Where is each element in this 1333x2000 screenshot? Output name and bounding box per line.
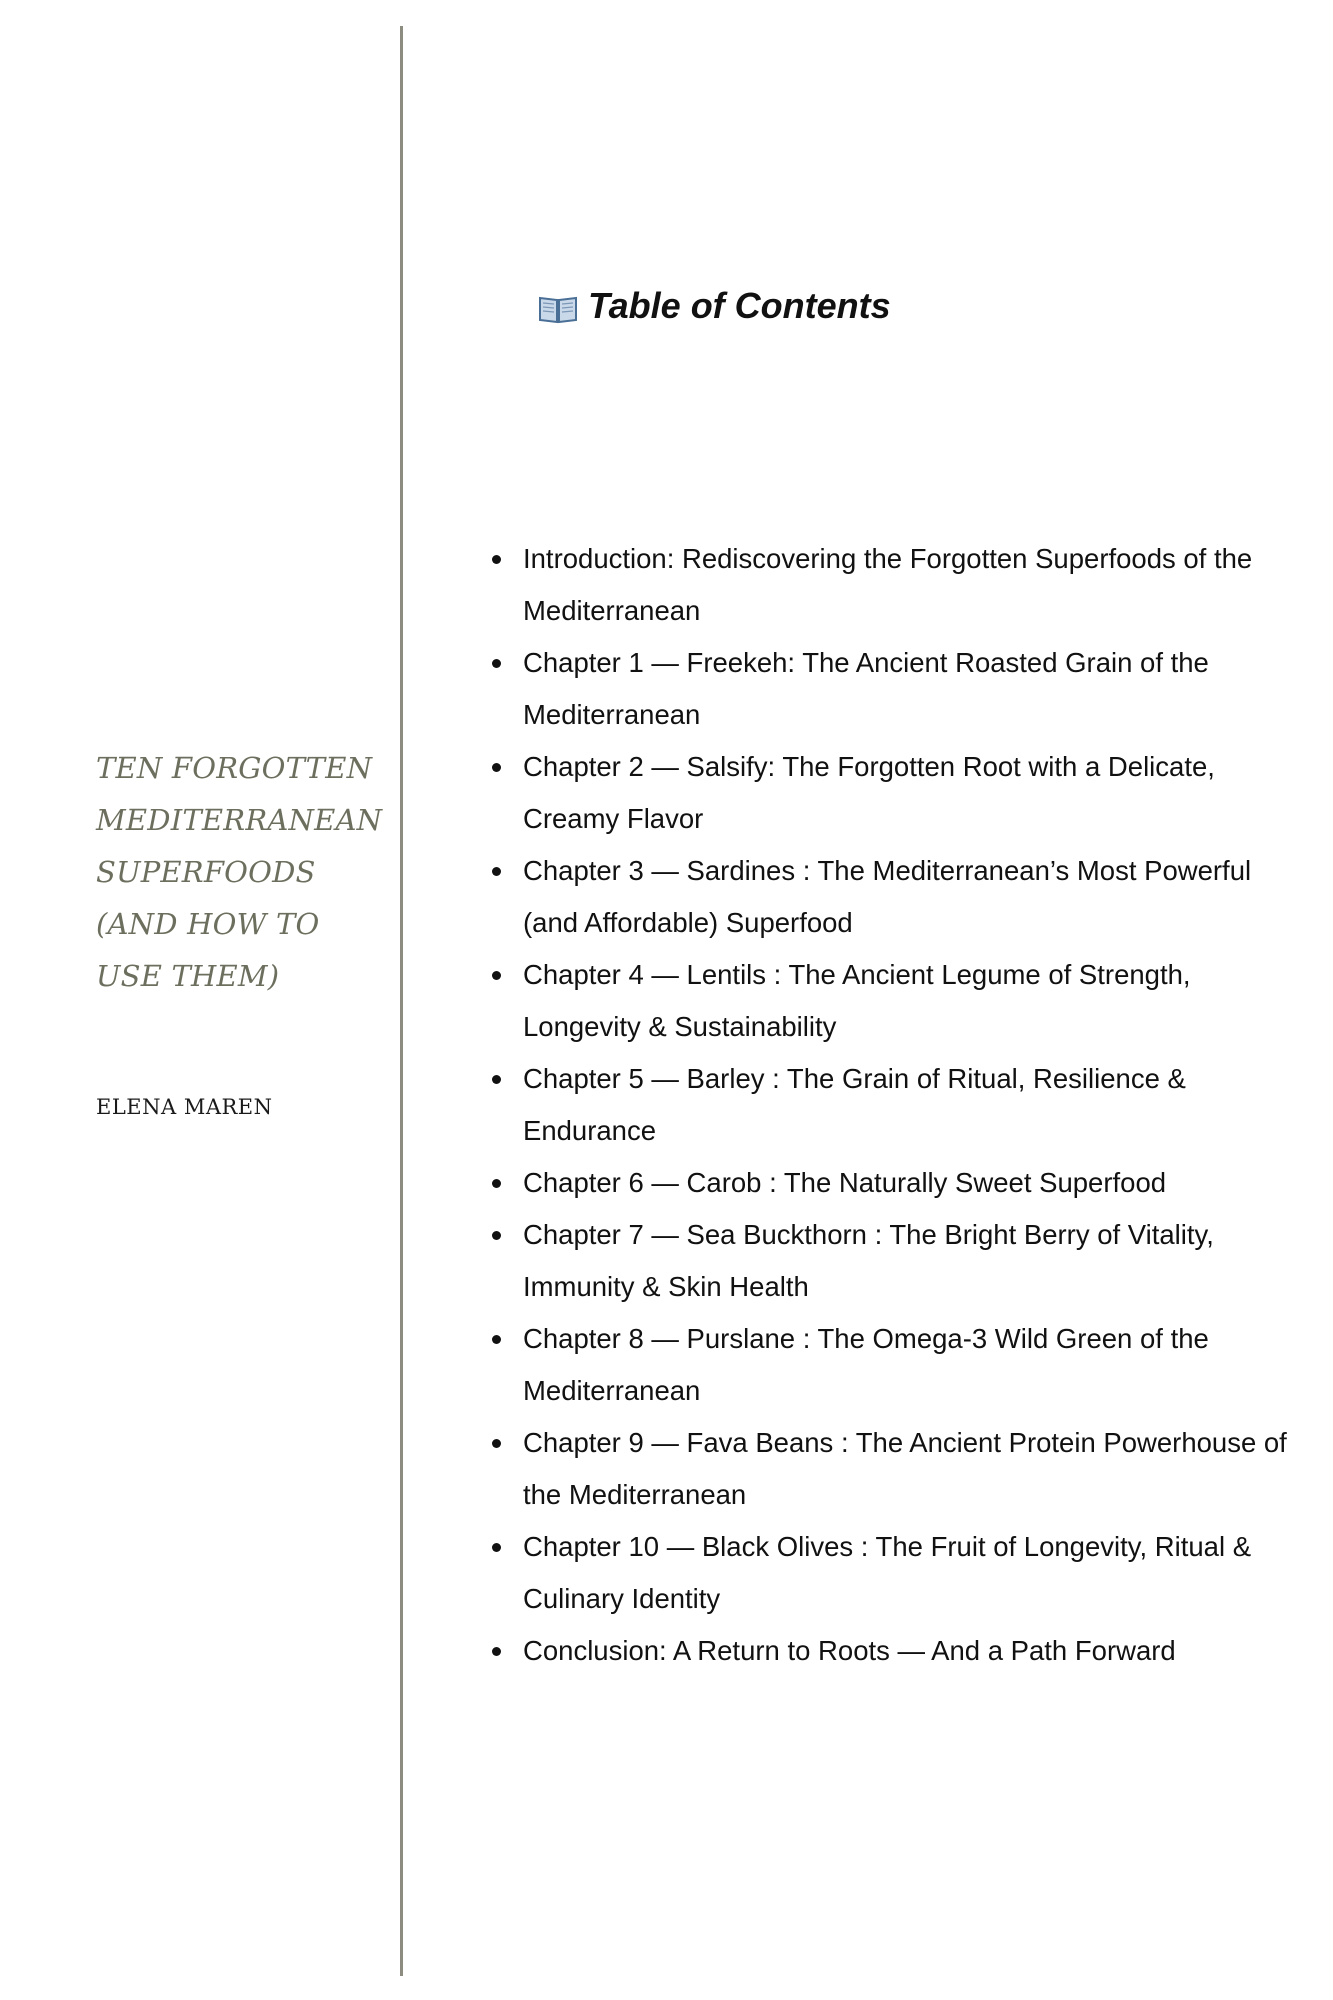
toc-heading	[538, 285, 891, 327]
open-book-icon	[538, 291, 578, 321]
toc-heading-text: Table of Contents	[588, 285, 891, 326]
vertical-divider	[400, 26, 403, 1976]
toc-list	[490, 533, 1303, 1677]
toc-item: Chapter 4 — Lentils : The Ancient Legume of Strength, Longevity & Sustainability	[523, 949, 1303, 1053]
book-title-line: SUPERFOODS	[96, 855, 316, 889]
toc-item: Chapter 7 — Sea Buckthorn : The Bright Berry of Vitality, Immunity & Skin Health	[523, 1209, 1303, 1313]
toc-item: Chapter 2 — Salsify: The Forgotten Root with a Delicate, Creamy Flavor	[523, 741, 1303, 845]
toc-item: Chapter 8 — Purslane : The Omega-3 Wild Green of the Mediterranean	[523, 1313, 1303, 1417]
toc-item: Chapter 6 — Carob : The Naturally Sweet Superfood	[523, 1157, 1303, 1209]
toc-item: Chapter 3 — Sardines : The Mediterranean’s Most Powerful (and Affordable) Superfood	[523, 845, 1303, 949]
toc-item: Chapter 9 — Fava Beans : The Ancient Protein Powerhouse of the Mediterranean	[523, 1417, 1303, 1521]
toc-item: Chapter 10 — Black Olives : The Fruit of Longevity, Ritual & Culinary Identity	[523, 1521, 1303, 1625]
book-title-line: (AND HOW TO	[96, 907, 320, 941]
toc-item: Introduction: Rediscovering the Forgotten Superfoods of the Mediterranean	[523, 533, 1303, 637]
toc-item: Chapter 5 — Barley : The Grain of Ritual, Resilience & Endurance	[523, 1053, 1303, 1157]
book-title	[96, 742, 386, 1002]
book-title-line: USE THEM)	[96, 959, 280, 993]
toc-item: Conclusion: A Return to Roots — And a Path Forward	[523, 1625, 1303, 1677]
book-title-line: TEN FORGOTTEN	[96, 751, 373, 785]
author-name: ELENA MAREN	[96, 1095, 273, 1119]
book-title-line: MEDITERRANEAN	[96, 803, 383, 837]
toc-item: Chapter 1 — Freekeh: The Ancient Roasted Grain of the Mediterranean	[523, 637, 1303, 741]
